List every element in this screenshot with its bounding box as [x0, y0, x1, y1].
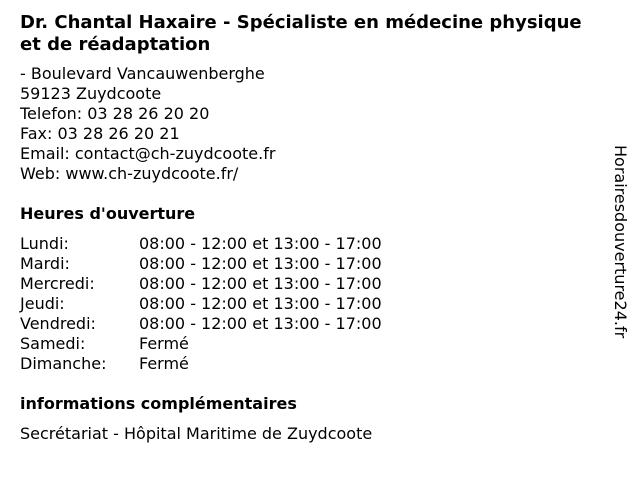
hours-time: 08:00 - 12:00 et 13:00 - 17:00	[139, 274, 382, 293]
hours-day: Mardi:	[20, 254, 70, 273]
hours-time: Fermé	[139, 334, 189, 353]
watermark-text: Horairesdouverture24.fr	[611, 145, 630, 339]
address-city: 59123 Zuydcoote	[20, 84, 162, 103]
hours-row-saturday	[20, 334, 382, 354]
hours-time: Fermé	[139, 354, 189, 373]
opening-hours-heading: Heures d'ouverture	[20, 204, 196, 223]
hours-day: Lundi:	[20, 234, 69, 253]
email-address: Email: contact@ch-zuydcoote.fr	[20, 144, 276, 163]
hours-time: 08:00 - 12:00 et 13:00 - 17:00	[139, 294, 382, 313]
hours-time: 08:00 - 12:00 et 13:00 - 17:00	[139, 314, 382, 333]
hours-row-sunday	[20, 354, 382, 374]
contact-block	[20, 64, 275, 184]
website-address: Web: www.ch-zuydcoote.fr/	[20, 164, 239, 183]
hours-time: 08:00 - 12:00 et 13:00 - 17:00	[139, 234, 382, 253]
hours-row-wednesday	[20, 274, 382, 294]
hours-time: 08:00 - 12:00 et 13:00 - 17:00	[139, 254, 382, 273]
hours-row-tuesday	[20, 254, 382, 274]
page-title: Dr. Chantal Haxaire - Spécialiste en médecine physique et de réadaptation	[20, 12, 582, 55]
hours-day: Vendredi:	[20, 314, 96, 333]
hours-row-thursday	[20, 294, 382, 314]
hours-row-monday	[20, 234, 382, 254]
hours-day: Jeudi:	[20, 294, 65, 313]
hours-day: Dimanche:	[20, 354, 107, 373]
phone-number: Telefon: 03 28 26 20 20	[20, 104, 210, 123]
site-watermark	[600, 134, 640, 350]
address-street: - Boulevard Vancauwenberghe	[20, 64, 265, 83]
fax-number: Fax: 03 28 26 20 21	[20, 124, 180, 143]
hours-day: Mercredi:	[20, 274, 95, 293]
hours-day: Samedi:	[20, 334, 86, 353]
opening-hours-table	[20, 234, 382, 374]
additional-info-text: Secrétariat - Hôpital Maritime de Zuydcoote	[20, 424, 373, 443]
hours-row-friday	[20, 314, 382, 334]
additional-info-heading: informations complémentaires	[20, 394, 297, 413]
